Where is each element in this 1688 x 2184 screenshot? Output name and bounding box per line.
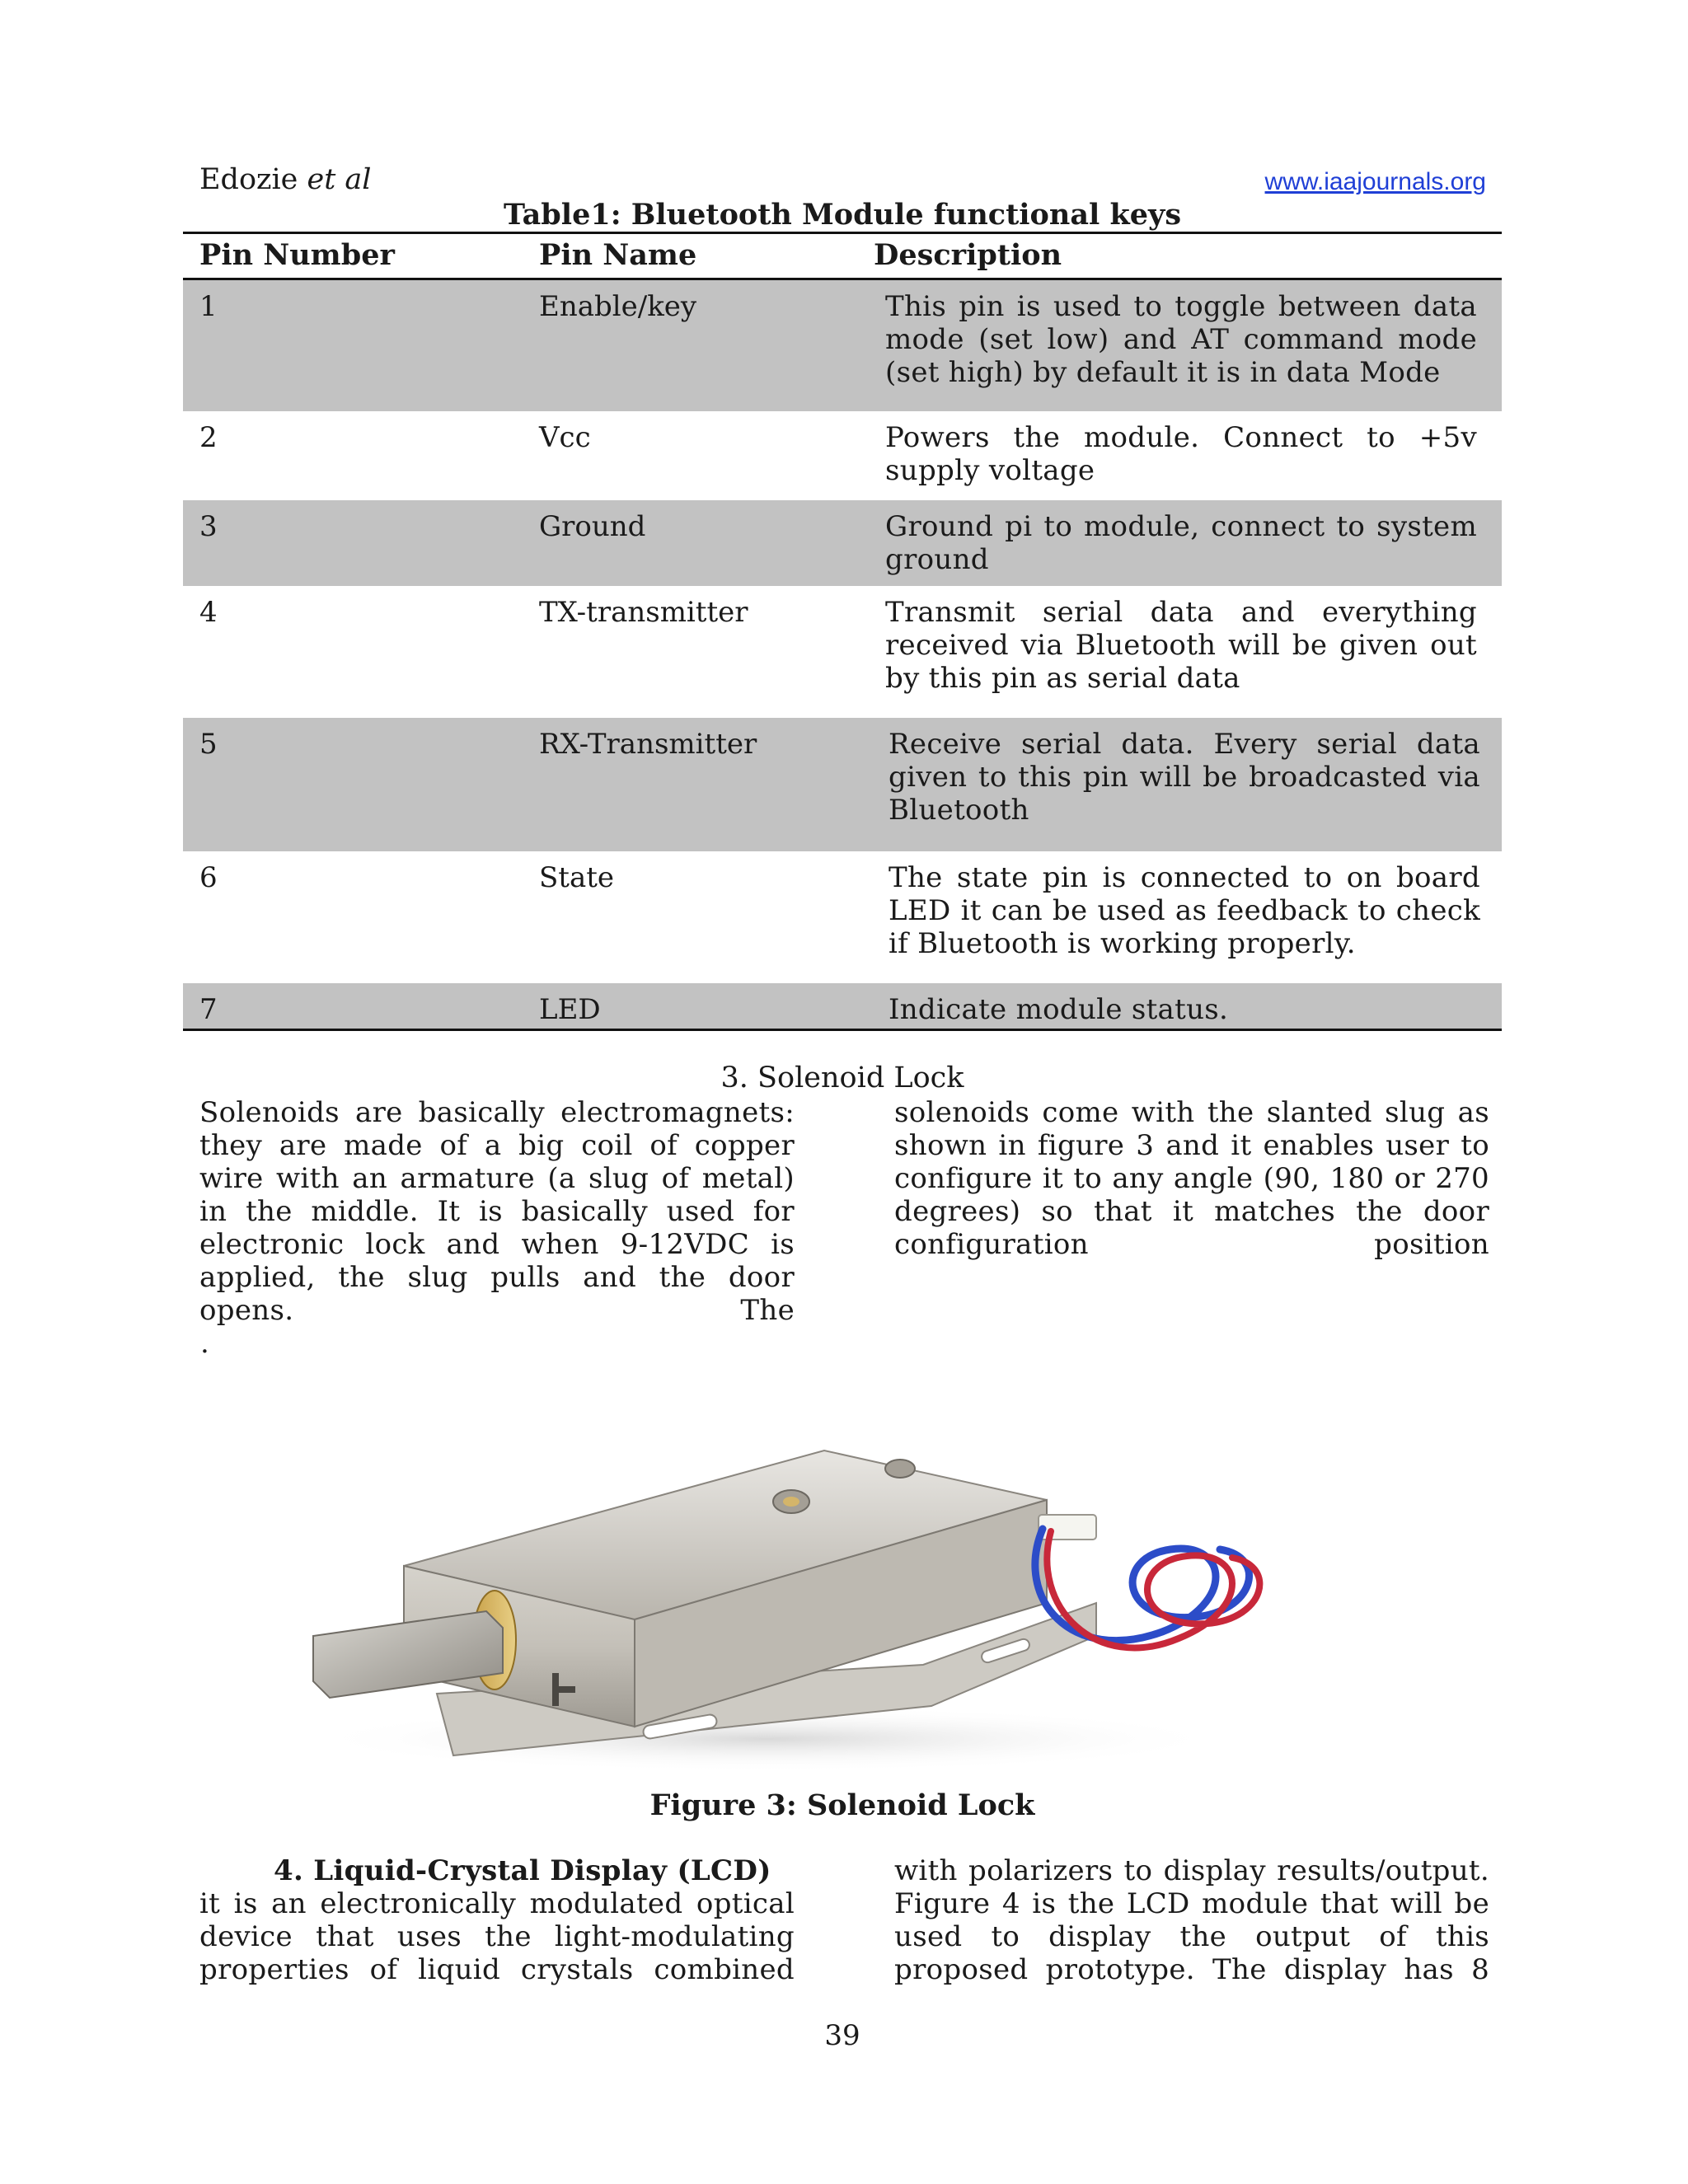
table-row bbox=[183, 851, 1502, 983]
author-suffix: et al bbox=[307, 163, 372, 196]
pin-number-cell: 6 bbox=[199, 861, 218, 894]
header-pin-name: Pin Name bbox=[539, 238, 697, 272]
pin-description-cell: Powers the module. Connect to +5v supply voltage bbox=[885, 421, 1477, 487]
screw-icon bbox=[885, 1460, 915, 1478]
table-header-row bbox=[183, 235, 1502, 283]
lcd-text-left bbox=[199, 1854, 795, 1986]
solenoid-lock-photo bbox=[305, 1426, 1327, 1772]
table-top-rule bbox=[183, 232, 1502, 234]
figure-caption: Figure 3: Solenoid Lock bbox=[649, 1788, 1035, 1822]
header-pin-number: Pin Number bbox=[199, 238, 395, 272]
journal-url-link[interactable]: www.iaajournals.org bbox=[1264, 168, 1486, 195]
pin-number-cell: 1 bbox=[199, 290, 218, 323]
section-title-solenoid: 3. Solenoid Lock bbox=[720, 1062, 964, 1094]
pin-description-cell: Receive serial data. Every serial data given to this pin will be broadcasted via Bluetooth bbox=[889, 728, 1480, 827]
pin-name-cell: Vcc bbox=[539, 421, 591, 454]
pin-name-cell: TX-transmitter bbox=[539, 596, 748, 629]
table-row bbox=[183, 983, 1502, 1029]
pin-number-cell: 5 bbox=[199, 728, 218, 761]
pin-name-cell: State bbox=[539, 861, 615, 894]
pin-name-cell: RX-Transmitter bbox=[539, 728, 757, 761]
section-heading-lcd: 4. Liquid-Crystal Display (LCD) bbox=[274, 1854, 771, 1887]
pin-description-cell: This pin is used to toggle between data mode (set low) and AT command mode (set high) by default it is in data Mode bbox=[885, 290, 1477, 389]
author-name: Edozie bbox=[199, 163, 298, 196]
table-row bbox=[183, 500, 1502, 586]
front-slot bbox=[552, 1686, 575, 1693]
pin-number-cell: 2 bbox=[199, 421, 218, 454]
running-header-author bbox=[199, 163, 371, 196]
pin-name-cell: LED bbox=[539, 993, 601, 1026]
table-row bbox=[183, 718, 1502, 851]
table-row bbox=[183, 586, 1502, 718]
pin-description-cell: The state pin is connected to on board LED it can be used as feedback to check if Bluetooth is working properly. bbox=[889, 861, 1480, 960]
stray-dot: . bbox=[200, 1327, 209, 1360]
pin-description-cell: Indicate module status. bbox=[889, 993, 1229, 1026]
table-caption: Table1: Bluetooth Module functional keys bbox=[503, 198, 1182, 232]
lcd-body-right: with polarizers to display results/output. Figure 4 is the LCD module that will be used to display the output of this proposed prototype. The display has 8 bbox=[894, 1854, 1489, 1986]
body-text-left: Solenoids are basically electromagnets: they are made of a big coil of copper wire with an armature (a slug of metal) in the middle. It is basically used for electronic lock and when 9-12VDC is applied, the slug pulls and the door opens. The bbox=[199, 1096, 795, 1327]
screw-head bbox=[783, 1497, 799, 1507]
pin-number-cell: 3 bbox=[199, 510, 218, 543]
pin-number-cell: 4 bbox=[199, 596, 218, 629]
header-description: Description bbox=[874, 238, 1062, 272]
body-text-right: solenoids come with the slanted slug as shown in figure 3 and it enables user to configure it to any angle (90, 180 or 270 degrees) so that it matches the door configuration position bbox=[894, 1096, 1489, 1261]
lcd-body-left: it is an electronically modulated optical device that uses the light-modulating properties of liquid crystals combined bbox=[199, 1887, 795, 1986]
table-row bbox=[183, 411, 1502, 500]
pin-name-cell: Ground bbox=[539, 510, 646, 543]
pin-name-cell: Enable/key bbox=[539, 290, 697, 323]
page-number: 39 bbox=[824, 2019, 860, 2052]
table-row bbox=[183, 280, 1502, 411]
pin-description-cell: Ground pi to module, connect to system ground bbox=[885, 510, 1477, 576]
pin-number-cell: 7 bbox=[199, 993, 218, 1026]
pin-description-cell: Transmit serial data and everything received via Bluetooth will be given out by this pin as serial data bbox=[885, 596, 1477, 695]
table-bottom-rule bbox=[183, 1029, 1502, 1031]
